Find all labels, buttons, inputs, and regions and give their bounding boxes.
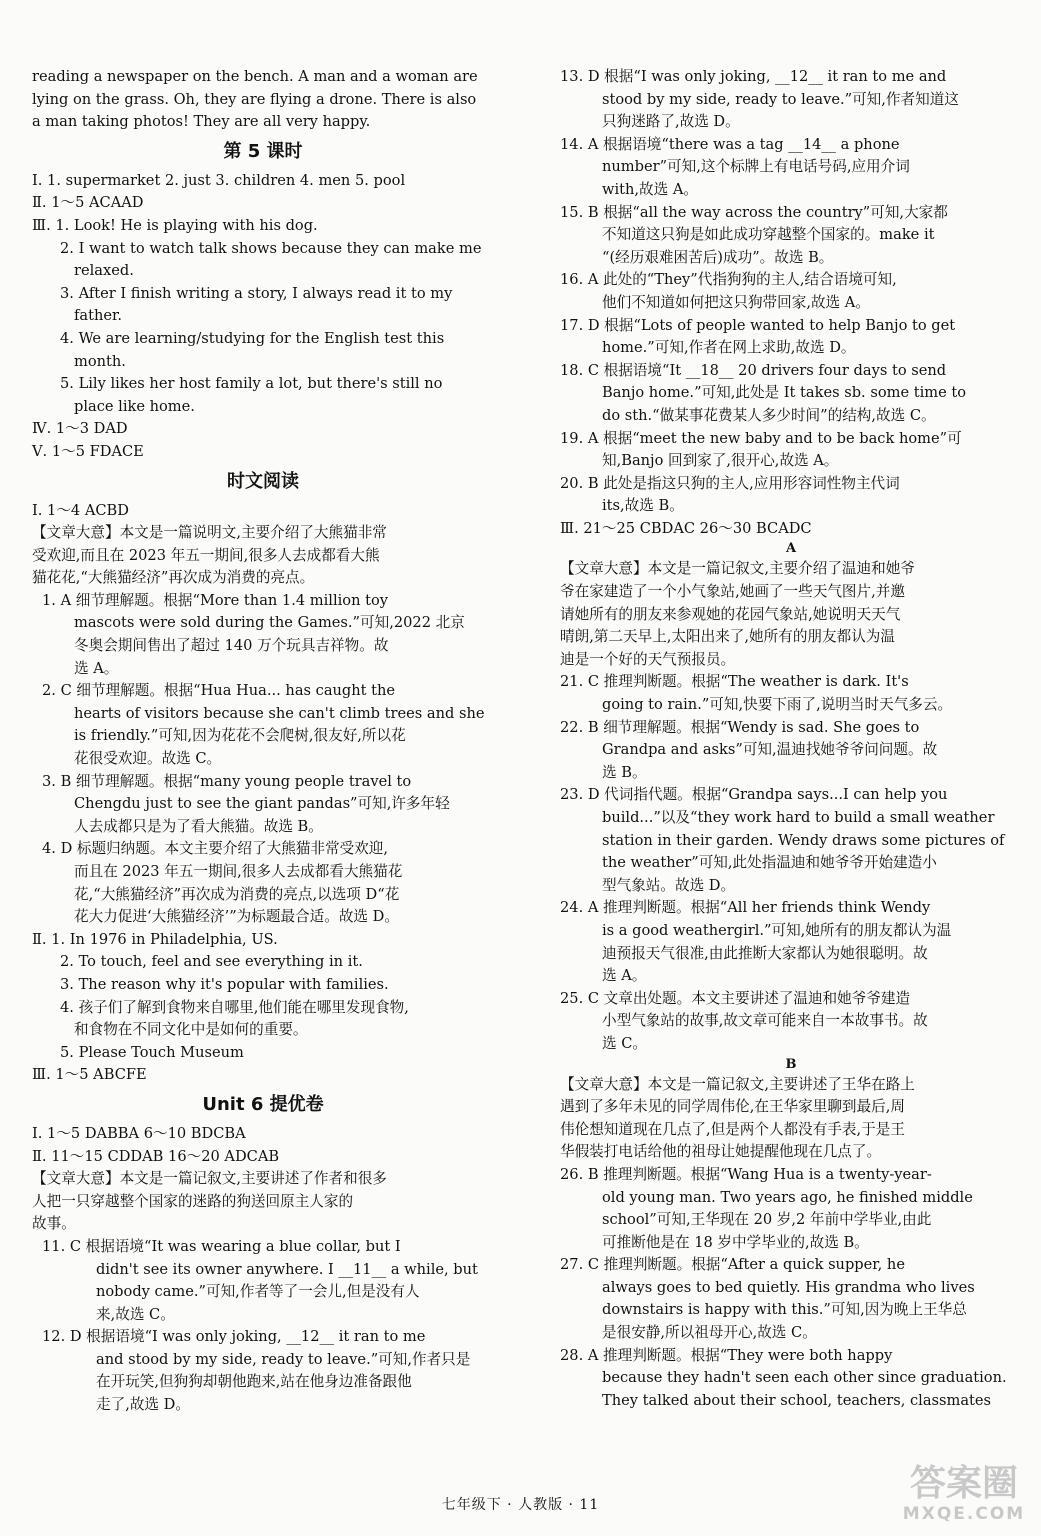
text-line: 18. C 根据语境“It __18__ 20 drivers four days to send [560, 361, 947, 379]
text-line: 型气象站。故选 D。 [602, 876, 736, 894]
text-line: Ⅱ. 11～15 CDDAB 16～20 ADCAB [32, 1147, 280, 1165]
text-line: do sth.“做某事花费某人多少时间”的结构,故选 C。 [602, 406, 936, 424]
text-line: 猫花花,“大熊猫经济”再次成为消费的亮点。 [32, 569, 315, 587]
text-line: 冬奥会期间售出了超过 140 万个玩具吉祥物。故 [74, 637, 389, 655]
text-line: station in their garden. Wendy draws some pictures of [602, 831, 1005, 849]
section-heading: 第 5 课时 [223, 140, 303, 162]
text-line: school”可知,王华现在 20 岁,2 年前中学毕业,由此 [602, 1211, 932, 1229]
text-line: hearts of visitors because she can't climb trees and she [74, 704, 485, 722]
section-heading: 时文阅读 [227, 470, 299, 492]
text-line: 选 B。 [602, 763, 647, 781]
text-line: with,故选 A。 [602, 180, 699, 198]
text-line: place like home. [74, 397, 195, 415]
text-line: 3. The reason why it's popular with families. [60, 975, 389, 993]
text-line: 14. A 根据语境“there was a tag __14__ a phone [560, 135, 900, 153]
text-line: 1. A 细节理解题。根据“More than 1.4 million toy [42, 591, 389, 609]
text-line: because they hadn't seen each other since graduation. [602, 1369, 1007, 1387]
text-line: Ⅲ. 1. Look! He is playing with his dog. [32, 216, 318, 234]
text-line: 人把一只穿越整个国家的迷路的狗送回原主人家的 [32, 1192, 354, 1210]
text-line: number”可知,这个标牌上有电话号码,应用介词 [602, 158, 910, 176]
left-column [32, 66, 494, 1417]
text-line: 【文章大意】本文是一篇记叙文,主要介绍了温迪和她爷 [560, 560, 915, 578]
text-line: 19. A 根据“meet the new baby and to be back home”可 [560, 429, 962, 447]
text-line: its,故选 B。 [602, 497, 684, 515]
text-line: 23. D 代词指代题。根据“Grandpa says...I can help you [560, 786, 948, 804]
text-line: 走了,故选 D。 [96, 1396, 190, 1414]
text-line: 来,故选 C。 [96, 1305, 175, 1323]
text-line: 5. Please Touch Museum [60, 1043, 244, 1061]
text-line: Ⅲ. 1～5 ABCFE [32, 1066, 147, 1084]
text-line: They talked about their school, teachers, classmates [602, 1391, 992, 1409]
text-line: 4. 孩子们了解到食物来自哪里,他们能在哪里发现食物, [60, 998, 409, 1016]
text-line: the weather”可知,此处指温迪和她爷爷开始建造小 [602, 854, 937, 872]
text-line: 故事。 [32, 1215, 76, 1233]
text-line: 伟伦想知道现在几点了,但是两个人都没有手表,于是王 [560, 1120, 905, 1138]
text-line: reading a newspaper on the bench. A man and a woman are [32, 68, 478, 85]
text-line: 17. D 根据“Lots of people wanted to help Banjo to get [560, 316, 956, 334]
text-line: 4. D 标题归纳题。本文主要介绍了大熊猫非常受欢迎, [42, 840, 389, 858]
text-line: is friendly.”可知,因为花花不会爬树,很友好,所以花 [74, 727, 406, 745]
text-line: 而且在 2023 年五一期间,很多人去成都看大熊猫花 [74, 863, 403, 880]
text-line: old young man. Two years ago, he finished middle [602, 1188, 973, 1206]
text-line: 28. A 推理判断题。根据“They were both happy [560, 1346, 893, 1364]
text-line: lying on the grass. Oh, they are flying a drone. There is also [32, 90, 477, 108]
text-line: Ⅱ. 1. In 1976 in Philadelphia, US. [32, 930, 278, 948]
text-line: home.”可知,作者在网上求助,故选 D。 [602, 339, 856, 357]
text-line: Ⅲ. 21～25 CBDAC 26～30 BCADC [560, 519, 812, 537]
text-line: and stood by my side, ready to leave.”可知,作者只是 [96, 1350, 471, 1368]
text-line: 请她所有的朋友来参观她的花园气象站,她说明天天气 [560, 605, 901, 623]
text-line: 爷在家建造了一个小气象站,她画了一些天气图片,并邀 [560, 583, 905, 601]
text-line: 小型气象站的故事,故文章可能来自一本故事书。故 [602, 1012, 928, 1030]
text-line: 2. I want to watch talk shows because they can make me [60, 239, 482, 257]
text-line: 16. A 此处的“They”代指狗狗的主人,结合语境可知, [560, 271, 897, 289]
text-line: is a good weathergirl.”可知,她所有的朋友都认为温 [602, 921, 952, 939]
text-line: 不知道这只狗是如此成功穿越整个国家的。make it [602, 226, 935, 244]
text-line: 15. B 根据“all the way across the country”可知,大家都 [560, 203, 948, 221]
text-line: 27. C 推理判断题。根据“After a quick supper, he [560, 1256, 905, 1274]
text-line: didn't see its owner anywhere. I __11__ a while, but [96, 1260, 478, 1278]
text-line: 选 A。 [602, 967, 647, 985]
text-line: Banjo home.”可知,此处是 It takes sb. some time to [602, 384, 967, 402]
text-line: nobody came.”可知,作者等了一会儿,但是没有人 [96, 1283, 420, 1301]
text-line: Ⅰ. 1. supermarket 2. just 3. children 4. men 5. pool [32, 171, 406, 189]
text-line: 他们不知道如何把这只狗带回家,故选 A。 [602, 293, 870, 311]
text-line: 只狗迷路了,故选 D。 [602, 113, 740, 131]
text-line: 12. D 根据语境“I was only joking, __12__ it ran to me [42, 1328, 426, 1346]
text-line: 选 C。 [602, 1034, 647, 1052]
watermark-text: 答案圈 [909, 1463, 1018, 1504]
text-line: a man taking photos! They are all very happy. [32, 113, 371, 131]
text-line: 在开玩笑,但狗狗却朝他跑来,站在他身边准备跟他 [96, 1373, 412, 1391]
text-line: 知,Banjo 回到家了,很开心,故选 A。 [602, 452, 839, 470]
right-column [560, 66, 1022, 1412]
text-line: 25. C 文章出处题。本文主要讲述了温迪和她爷爷建造 [560, 989, 911, 1007]
text-line: father. [74, 307, 123, 325]
text-line: 5. Lily likes her host family a lot, but there's still no [60, 375, 443, 393]
text-line: 晴朗,第二天早上,太阳出来了,她所有的朋友都认为温 [560, 628, 895, 646]
text-line: 3. After I finish writing a story, I always read it to my [60, 284, 453, 302]
text-line: mascots were sold during the Games.”可知,2022 北京 [74, 614, 465, 632]
text-line: Ⅰ. 1～5 DABBA 6～10 BDCBA [32, 1124, 246, 1142]
text-line: 花,“大熊猫经济”再次成为消费的亮点,以选项 D“花 [74, 885, 400, 903]
watermark-logo [899, 1464, 1029, 1532]
text-line: month. [74, 352, 126, 370]
text-line: 花很受欢迎。故选 C。 [74, 750, 222, 768]
watermark-url: MXQE.COM [902, 1504, 1026, 1524]
section-heading: Unit 6 提优卷 [202, 1093, 324, 1115]
text-line: 2. C 细节理解题。根据“Hua Hua... has caught the [42, 682, 396, 700]
text-line: 是很安静,所以祖母开心,故选 C。 [602, 1324, 817, 1342]
text-line: 受欢迎,而且在 2023 年五一期间,很多人去成都看大熊 [32, 546, 380, 564]
text-line: “(经历艰难困苦后)成功”。故选 B。 [602, 248, 834, 266]
text-line: 22. B 细节理解题。根据“Wendy is sad. She goes to [560, 718, 920, 736]
text-line: 【文章大意】本文是一篇记叙文,主要讲述了王华在路上 [560, 1075, 915, 1093]
text-line: Chengdu just to see the giant pandas”可知,许多年轻 [74, 795, 450, 813]
text-line: 【文章大意】本文是一篇说明文,主要介绍了大熊猫非常 [32, 524, 387, 542]
text-line: 21. C 推理判断题。根据“The weather is dark. It's [560, 673, 909, 691]
text-line: 可推断他是在 18 岁中学毕业的,故选 B。 [602, 1233, 869, 1251]
text-line: stood by my side, ready to leave.”可知,作者知道这 [602, 90, 959, 108]
text-line: Ⅱ. 1～5 ACAAD [32, 194, 144, 212]
text-line: 3. B 细节理解题。根据“many young people travel to [42, 772, 412, 790]
page-footer: 七年级下 · 人教版 · 11 [441, 1497, 600, 1513]
passage-label: B [785, 1056, 797, 1072]
text-line: 4. We are learning/studying for the English test this [60, 329, 445, 347]
text-line: 26. B 推理判断题。根据“Wang Hua is a twenty-year- [560, 1165, 932, 1183]
text-line: Grandpa and asks”可知,温迪找她爷爷问问题。故 [602, 741, 938, 759]
text-line: 【文章大意】本文是一篇记叙文,主要讲述了作者和很多 [32, 1170, 387, 1188]
text-line: 20. B 此处是指这只狗的主人,应用形容词性物主代词 [560, 474, 900, 492]
text-line: 和食物在不同文化中是如何的重要。 [74, 1021, 308, 1039]
text-line: 24. A 推理判断题。根据“All her friends think Wendy [560, 899, 931, 917]
text-line: Ⅰ. 1～4 ACBD [32, 501, 129, 519]
text-line: 选 A。 [74, 659, 119, 677]
text-line: going to rain.”可知,快要下雨了,说明当时天气多云。 [602, 696, 953, 714]
text-line: 迪是一个好的天气预报员。 [560, 650, 736, 668]
text-line: Ⅴ. 1～5 FDACE [32, 442, 144, 460]
text-line: relaxed. [74, 262, 134, 280]
text-line: 13. D 根据“I was only joking, __12__ it ran to me and [560, 68, 947, 85]
text-line: build...”以及“they work hard to build a small weather [602, 809, 995, 826]
text-line: 2. To touch, feel and see everything in it. [60, 953, 363, 971]
text-line: always goes to bed quietly. His grandma who lives [602, 1278, 975, 1296]
text-line: 遇到了多年未见的同学周伟伦,在王华家里聊到最后,周 [560, 1098, 905, 1116]
text-line: 华假装打电话给他的祖母让她提醒他现在几点了。 [560, 1143, 882, 1161]
text-line: 11. C 根据语境“It was wearing a blue collar, but I [42, 1237, 401, 1255]
text-line: 迪预报天气很准,由此推断大家都认为她很聪明。故 [602, 944, 928, 962]
text-line: 人去成都只是为了看大熊猫。故选 B。 [74, 817, 323, 835]
passage-label: A [785, 541, 797, 557]
text-line: 花大力促进‘大熊猫经济’”为标题最合适。故选 D。 [74, 908, 399, 926]
text-line: downstairs is happy with this.”可知,因为晚上王华总 [602, 1301, 967, 1319]
text-line: Ⅳ. 1～3 DAD [32, 420, 128, 438]
